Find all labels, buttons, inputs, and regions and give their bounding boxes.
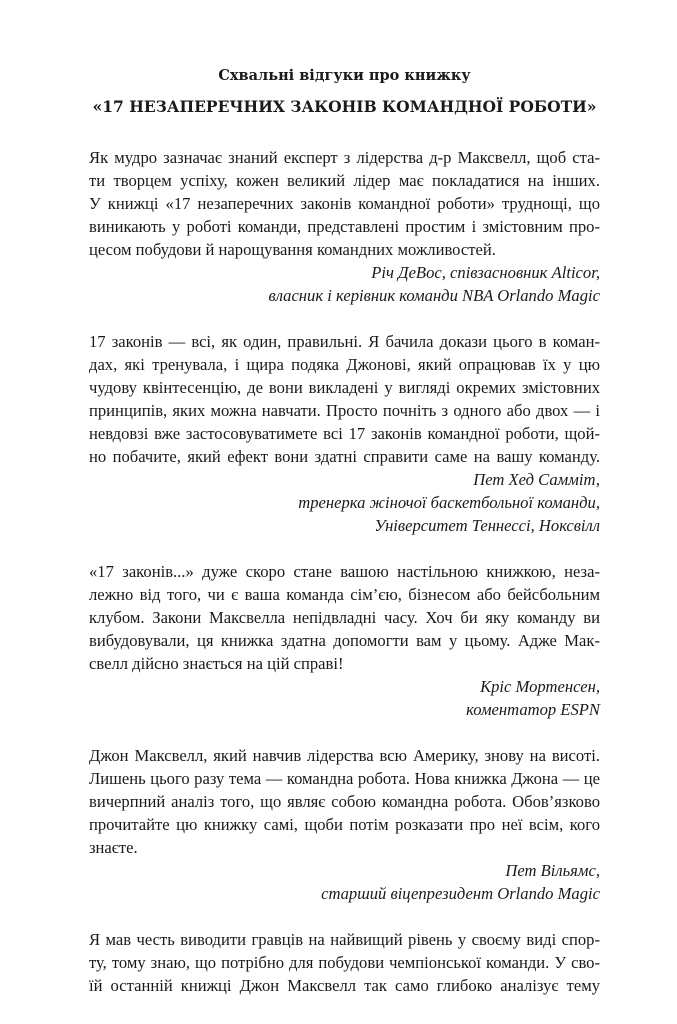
- text-line: Як мудро зазначає знаний експерт з лідерства д-р Максвелл, щоб ста-: [89, 148, 600, 167]
- text-line: дах, які тренувала, і щира подяка Джонові, який опрацював їх у цю: [89, 355, 600, 374]
- attribution-line: старший віцепрезидент Orlando Magic: [321, 884, 600, 903]
- review-attribution: [89, 261, 600, 307]
- review-text: [89, 928, 600, 997]
- attribution-line: тренерка жіночої баскетбольної команди,: [298, 493, 600, 512]
- attribution-line: Пет Хед Самміт,: [473, 470, 600, 489]
- page-subtitle: Схвальні відгуки про книжку: [218, 67, 471, 84]
- text-line: цесом побудови й нарощування командних можливостей.: [89, 240, 496, 259]
- review-text: [89, 744, 600, 859]
- text-line: свелл дійсно знається на цій справі!: [89, 654, 344, 673]
- text-line: клубом. Закони Максвелла непідвладні часу. Хоч би яку команду ви: [89, 608, 600, 627]
- review: [89, 146, 600, 307]
- attribution-line: Річ ДеВос, співзасновник Alticor,: [371, 263, 600, 282]
- attribution-line: власник і керівник команди NBA Orlando Magic: [268, 286, 600, 305]
- text-line: 17 законів — всі, як один, правильні. Я бачила докази цього в коман-: [89, 332, 600, 351]
- text-line: «17 законів...» дуже скоро стане вашою настільною книжкою, неза-: [89, 562, 600, 581]
- attribution-line: Пет Вільямс,: [505, 861, 600, 880]
- review-text: [89, 560, 600, 675]
- review: [89, 744, 600, 905]
- review-text: [89, 146, 600, 261]
- review: [89, 560, 600, 721]
- text-line: виникають у роботі команди, представлені простим і змістовним про-: [89, 217, 600, 236]
- review-attribution: [89, 859, 600, 905]
- text-line: принципів, яких можна навчати. Просто почніть з одного або двох — і: [89, 401, 600, 420]
- text-line: вичерпний аналіз того, що являє собою командна робота. Обов’язково: [89, 792, 600, 811]
- review: [89, 330, 600, 537]
- attribution-line: Університет Теннессі, Ноксвілл: [374, 516, 600, 535]
- page: [89, 66, 600, 1020]
- text-line: Джон Максвелл, який навчив лідерства всю Америку, знову на висоті.: [89, 746, 600, 765]
- attribution-line: Кріс Мортенсен,: [480, 677, 600, 696]
- text-line: Я мав честь виводити гравців на найвищий рівень у своєму виді спор-: [89, 930, 600, 949]
- text-line: но побачите, який ефект вони здатні справити саме на вашу команду.: [89, 447, 600, 466]
- text-line: невдовзі вже застосовуватимете всі 17 законів командної роботи, щой-: [89, 424, 600, 443]
- reviews-list: [89, 146, 600, 997]
- text-line: їй останній книжці Джон Максвелл так само глибоко аналізує тему: [89, 976, 600, 995]
- review-attribution: [89, 675, 600, 721]
- review: [89, 928, 600, 997]
- text-line: ту, тому знаю, що потрібно для побудови чемпіонської команди. У сво-: [89, 953, 600, 972]
- text-line: прочитайте цю книжку самі, щоби потім розказати про неї всім, кого: [89, 815, 600, 834]
- review-text: [89, 330, 600, 468]
- text-line: чудову квінтесенцію, де вони викладені у вигляді окремих змістовних: [89, 378, 600, 397]
- page-title: «17 НЕЗАПЕРЕЧНИХ ЗАКОНІВ КОМАНДНОЇ РОБОТИ»: [92, 97, 597, 116]
- review-attribution: [89, 468, 600, 537]
- text-line: ти творцем успіху, кожен великий лідер має покладатися на інших.: [89, 171, 600, 190]
- text-line: знаєте.: [89, 838, 138, 857]
- text-line: вибудовували, ця книжка здатна допомогти вам у цьому. Адже Мак-: [89, 631, 600, 650]
- text-line: У книжці «17 незаперечних законів командної роботи» труднощі, що: [89, 194, 600, 213]
- attribution-line: коментатор ESPN: [466, 700, 600, 719]
- text-line: лежно від того, чи є ваша команда сім’єю, бізнесом або бейсбольним: [89, 585, 600, 604]
- text-line: Лишень цього разу тема — командна робота. Нова книжка Джона — це: [89, 769, 600, 788]
